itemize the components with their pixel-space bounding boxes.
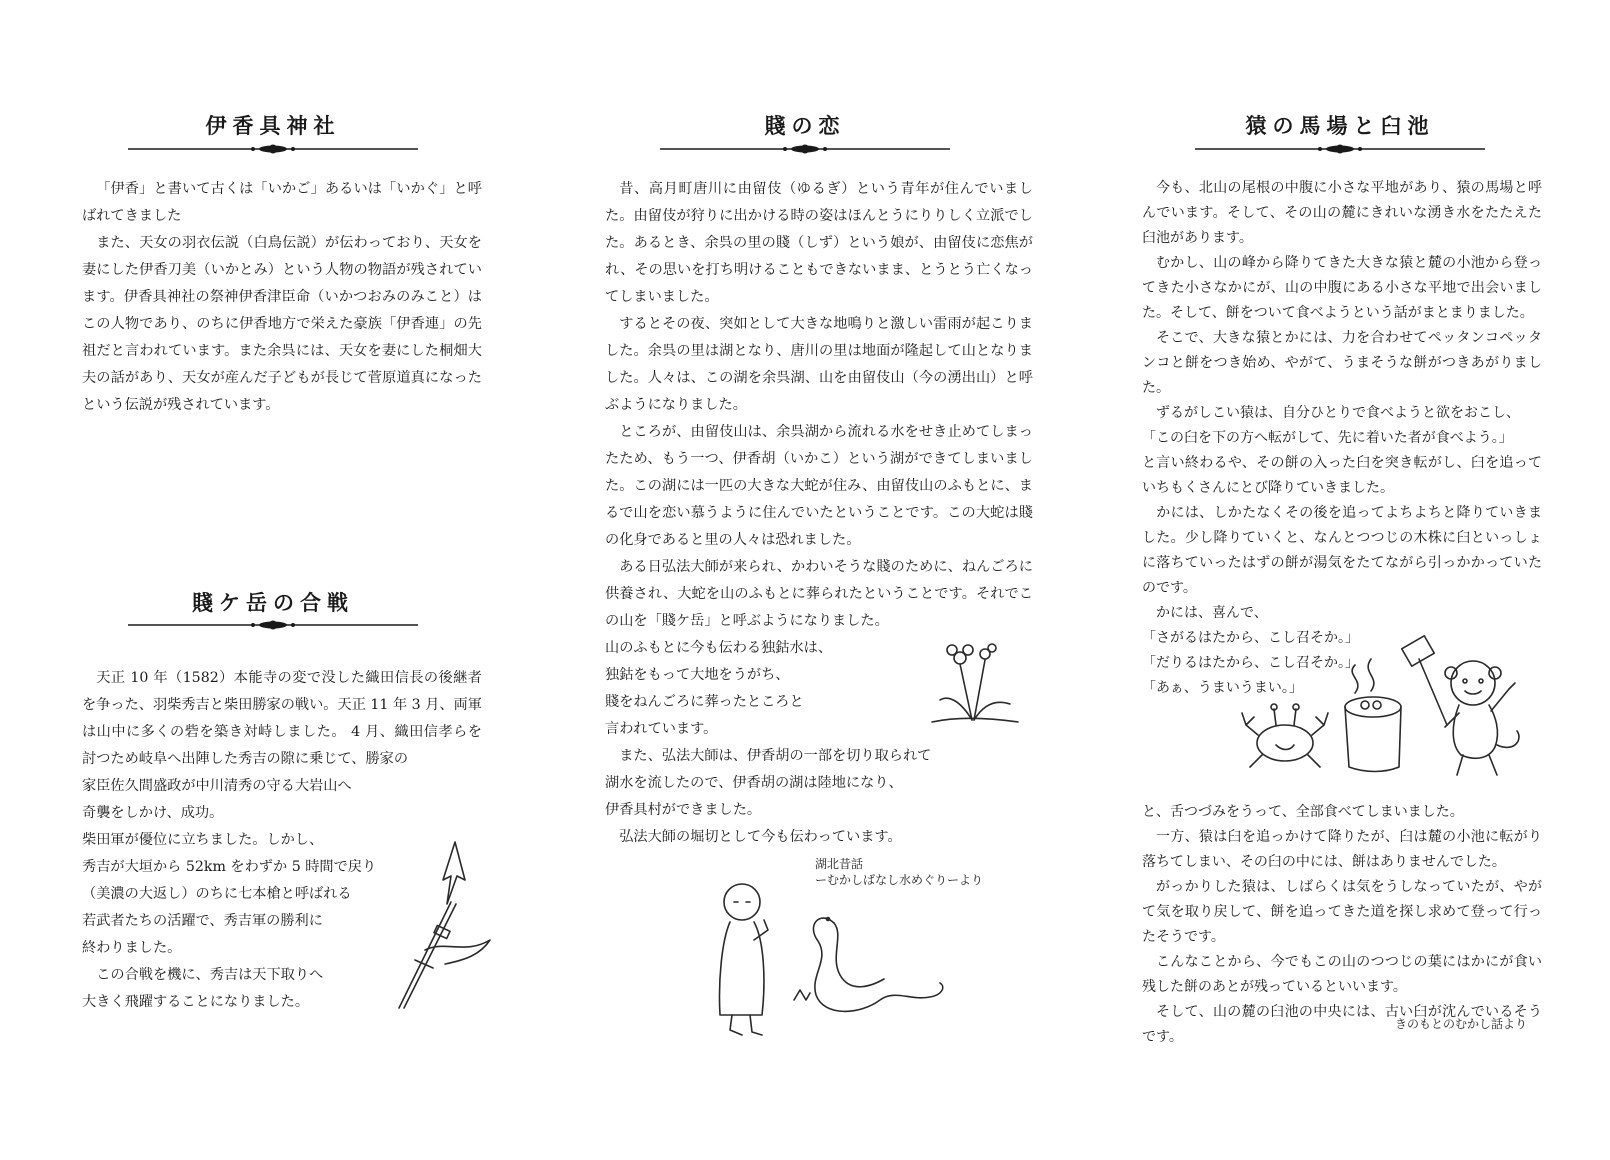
text-line: 家臣佐久間盛政が中川清秀の守る大岩山へ xyxy=(82,778,352,794)
mortar-illustration-icon xyxy=(1335,655,1415,775)
ikagu-shrine-body xyxy=(82,176,482,419)
text-line: 奇襲をしかけ、成功。 xyxy=(82,805,224,821)
paragraph: ある日弘法大師が来られ、かわいそうな賤のために、ねんごろに供養され、大蛇を山のふもとに葬られたということです。それでこの山を「賤ケ岳」と呼ぶようになりました。 xyxy=(605,559,1033,629)
paragraph: かには、喜んで、 xyxy=(1142,605,1268,621)
paragraph: と、舌つづみをうって、全部食べてしまいました。 xyxy=(1142,804,1464,820)
paragraph: 一方、猿は臼を追っかけて降りたが、臼は麓の小池に転がり落ちてしまい、その臼の中には、餅はありませんでした。 xyxy=(1142,829,1542,870)
monkey-field-body-a xyxy=(1142,176,1542,701)
text-line: この合戦を機に、秀吉は天下取りへ xyxy=(82,967,324,983)
text-line: 山のふもとに今も伝わる独鈷水は、 xyxy=(605,640,833,656)
heading-ikagu-shrine: 伊香具神社 xyxy=(205,113,341,138)
paragraph: 「この臼を下の方へ転がして、先に着いた者が食べよう。」 xyxy=(1142,430,1513,446)
paragraph: ところが、由留伎山は、余呉湖から流れる水をせき止めてしまったため、もう一つ、伊香胡（いかこ）という湖ができてしまいました。この湖には一匹の大きな大蛇が住み、由留伎山のふもとに、まるで山を恋い慕うように住んでいたということです。この大蛇は賤の化身であると里の人々は恐れました。 xyxy=(605,424,1033,548)
paragraph: こんなことから、今でもこの山のつつじの葉にはかにが食い残した餅のあとが残っているといいます。 xyxy=(1142,954,1542,995)
text-line: 賤をねんごろに葬ったところと xyxy=(605,694,804,710)
paragraph: また、天女の羽衣伝説（白鳥伝説）が伝わっており、天女を妻にした伊香刀美（いかとみ）という人物の物語が残されています。伊香具神社の祭神伊香津臣命（いかつおみのみこと）はこの人物であり、のちに伊香地方で栄えた豪族「伊香連」の先祖だと言われています。また余呉には、天女を妻にした桐畑大夫の話があり、天女が産んだ子どもが長じて菅原道真になったという伝説が残されています。 xyxy=(82,235,482,413)
ornament-rule xyxy=(128,618,418,632)
heading-shizugatake-battle: 賤ケ岳の合戦 xyxy=(192,590,354,615)
text-line: （美濃の大返し）のちに七本槍と呼ばれる xyxy=(82,886,352,902)
paragraph: がっかりした猿は、しばらくは気をうしなっていたが、やがて気を取り戻して、餅を追ってきた道を探し求めて登って行ったそうです。 xyxy=(1142,879,1542,945)
source-credit-kinomoto: きのもとのむかし話より xyxy=(1395,1017,1528,1031)
text-line: 終わりました。 xyxy=(82,940,182,956)
paragraph: 今も、北山の尾根の中腹に小さな平地があり、猿の馬場と呼んでいます。そして、その山の麓にきれいな湧き水をたたえた臼池があります。 xyxy=(1142,180,1542,246)
paragraph: そこで、大きな猿とかには、力を合わせてペッタンコペッタンコと餅をつき始め、やがて、うまそうな餅がつきあがりました。 xyxy=(1142,330,1542,396)
text-line: 独鈷をもって大地をうがち、 xyxy=(605,667,790,683)
heading-monkey-field: 猿の馬場と臼池 xyxy=(1245,113,1435,138)
source-line: ーむかしばなし水めぐりーより xyxy=(815,873,984,887)
heading-shizu-love: 賤の恋 xyxy=(764,113,846,138)
paragraph: 「あぁ、うまいうまい。」 xyxy=(1142,680,1303,696)
monkey-illustration-icon xyxy=(1405,635,1525,785)
paragraph: と言い終わるや、その餅の入った臼を突き転がし、臼を追っていちもくさんにとび降りていきました。 xyxy=(1142,455,1542,496)
text-line: 湖水を流したので、伊香胡の湖は陸地になり、 xyxy=(605,775,903,791)
ornament-rule xyxy=(660,142,950,156)
source-line: 湖北昔話 xyxy=(815,857,864,871)
shizu-love-body xyxy=(605,176,1033,851)
crab-illustration-icon xyxy=(1240,695,1330,775)
source-credit-kohoku xyxy=(815,856,983,888)
paragraph: ずるがしこい猿は、自分ひとりで食べようと欲をおこし、 xyxy=(1156,405,1520,421)
text-line: 弘法大師の堀切として今も伝わっています。 xyxy=(605,829,902,845)
paragraph: 天正 10 年（1582）本能寺の変で没した織田信長の後継者を争った、羽柴秀吉と柴田勝家の戦い。天正 11 年 3 月、両軍は山中に多くの砦を築き対峙しました。 4 月、織田信孝らを討つため岐阜へ出陣した秀吉の隙に乗じて、勝家の xyxy=(82,670,482,767)
flower-illustration-icon xyxy=(930,640,1020,730)
text-line: 伊香具村ができました。 xyxy=(605,802,762,818)
monkey-field-body-b xyxy=(1142,800,1542,1050)
paragraph: そして、山の麓の臼池の中央には、古い臼が沈んでいるそうです。 xyxy=(1142,1004,1542,1045)
text-line: 若武者たちの活躍で、秀吉軍の勝利に xyxy=(82,913,323,929)
paragraph: かには、しかたなくその後を追ってよちよちと降りていきました。少し降りていくと、なんとつつじの木株に臼といっしょに落ちていったはずの餅が湯気をたてながら引っかかっていたのです。 xyxy=(1142,505,1542,596)
ornament-rule xyxy=(128,142,418,156)
text-line: 言われています。 xyxy=(605,721,718,737)
paragraph: 「伊香」と書いて古くは「いかご」あるいは「いかぐ」と呼ばれてきました xyxy=(82,181,482,224)
paragraph: 「だりるはたから、こし召そか。」 xyxy=(1142,655,1359,671)
paragraph: するとその夜、突如として大きな地鳴りと激しい雷雨が起こりました。余呉の里は湖となり、唐川の里は地面が隆起して山となりました。人々は、この湖を余呉湖、山を由留伎山（今の湧出山）と呼ぶようになりました。 xyxy=(605,316,1033,413)
ornament-rule xyxy=(1195,142,1485,156)
spear-illustration-icon xyxy=(385,840,495,1010)
snake-illustration-icon xyxy=(800,905,950,1025)
paragraph: 昔、高月町唐川に由留伎（ゆるぎ）という青年が住んでいました。由留伎が狩りに出かける時の姿はほんとうにりりしく立派でした。あるとき、余呉の里の賤（しず）という娘が、由留伎に恋焦がれ、その思いを打ち明けることもできないまま、とうとう亡くなってしまいました。 xyxy=(605,181,1033,305)
text-line: 大きく飛躍することになりました。 xyxy=(82,994,310,1010)
paragraph: 「さがるはたから、こし召そか。」 xyxy=(1142,630,1359,646)
text-line: 柴田軍が優位に立ちました。しかし、 xyxy=(82,832,324,848)
text-line: 秀吉が大垣から 52km をわずか 5 時間で戻り xyxy=(82,859,377,875)
monk-illustration-icon xyxy=(712,880,782,1040)
text-line: また、弘法大師は、伊香胡の一部を切り取られて xyxy=(605,748,932,764)
paragraph: むかし、山の峰から降りてきた大きな猿と麓の小池から登ってきた小さなかにが、山の中腹にある小さな平地で出会いました。そして、餅をついて食べようという話がまとまりました。 xyxy=(1142,255,1542,321)
